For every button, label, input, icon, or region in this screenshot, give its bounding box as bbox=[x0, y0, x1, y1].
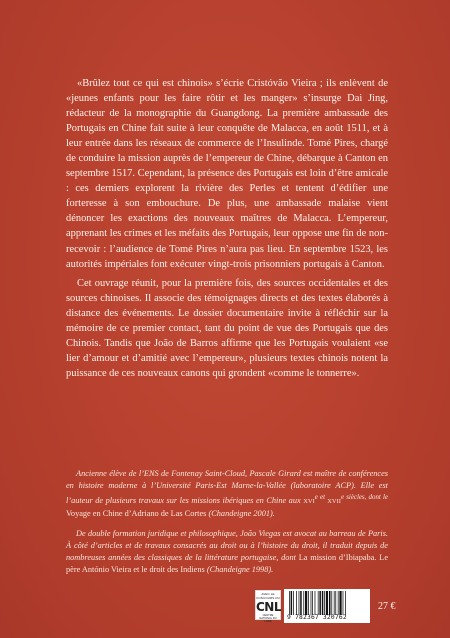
barcode-bar bbox=[345, 591, 346, 615]
barcode-bar bbox=[322, 591, 324, 615]
barcode-bar bbox=[305, 591, 307, 615]
barcode-bar bbox=[312, 591, 313, 615]
barcode-bar bbox=[343, 591, 344, 615]
barcode-bar bbox=[319, 591, 321, 615]
barcode-bar bbox=[326, 591, 328, 615]
barcode-bar bbox=[335, 591, 336, 615]
barcode-bar bbox=[303, 591, 304, 615]
summary-paragraph-2: Cet ouvrage réunit, pour la première fois, des sources occidentales et des sources chinoises. Il associe des témoignages directs et des textes élaborés à distance des événements. Le dossier documentaire invite à réfléchir sur la mémoire de ce premier contact, tant du point de vue des Portugais que des Chinois. Tandis que João de Barros affirme que les Portugais voulaient «se lier d’amour et d’amitié avec l’empereur», plusieurs textes chinois notent la puissance de ces nouveaux canons qui grondent «comme le tonnerre». bbox=[66, 277, 388, 379]
barcode-bar bbox=[311, 591, 312, 615]
author-bio-girard bbox=[66, 468, 388, 520]
author-bio-viegas bbox=[66, 528, 388, 576]
summary-paragraph-1: «Brûlez tout ce qui est chinois» s’écrie Cristóvão Vieira ; ils enlèvent de «jeunes enfants pour les faire rôtir et les manger» s’insurge Dai Jing, rédacteur de la monographie du Guangdong. La première ambassade des Portugais en Chine fait suite à leur conquête de Malacca, en août 1511, et à leur entrée dans les réseaux de commerce de l’Insulinde. Tomé Pires, chargé de conduire la mission auprès de l’empereur de Chine, débarque à Canton en septembre 1517. Cependant, la présence des Portugais est loin d’être amicale : ces derniers explorent la rivière des Perles et tentent d’édifier une forteresse à son embouchure. De plus, une ambassade malaise vient dénoncer les exactions des nouveaux maîtres de Malacca. L’empereur, apprenant les crimes et les méfaits des Portugais, leur oppose une fin de non-recevoir : l’audience de Tomé Pires n’aura pas lieu. En septembre 1523, les autorités impériales font exécuter vingt-trois prisonniers portugais à Canton. bbox=[66, 78, 388, 270]
barcode-bar bbox=[315, 591, 316, 615]
barcode-bar bbox=[339, 591, 341, 615]
cnl-logo: AVEC LE CONCOURS DU CNL CENTRE NATIONAL DU LIVRE bbox=[256, 592, 281, 623]
barcode-number: 9 782367 320762 bbox=[287, 614, 347, 621]
summary-text bbox=[66, 76, 388, 381]
price-label: 27 € bbox=[378, 601, 396, 612]
barcode-bar bbox=[293, 591, 294, 615]
barcode-bar bbox=[296, 591, 297, 615]
barcode-bars bbox=[287, 591, 367, 615]
barcode-bar bbox=[318, 591, 319, 615]
barcode-bar bbox=[334, 591, 335, 615]
barcode-bar bbox=[338, 591, 339, 615]
barcode-bar bbox=[308, 591, 309, 615]
author-bio-girard-text: Ancienne élève de l’ENS de Fontenay Saint-Cloud, Pascale Girard est maître de conférences en histoire moderne à l’Université Paris-Est Marne-la-Vallée (laboratoire ACP). Elle est l’auteur de plusieurs travaux sur les missions ibériques en Chine aux $XVI^{e et}$ $XVII^{e siècles, dont le}$ Voyage en Chine d’Adriano de Las Cortes (Chandeigne 2001). bbox=[66, 469, 388, 519]
barcode-bar bbox=[331, 591, 332, 615]
barcode-bar bbox=[324, 591, 325, 615]
barcode-bar bbox=[289, 591, 290, 615]
book-title-mission: La mission d’Ibiapaba. Le père António Vieira et le droit des Indiens bbox=[66, 553, 388, 575]
barcode-bar bbox=[300, 591, 302, 615]
barcode-bar bbox=[299, 591, 300, 615]
book-title-voyage: Voyage en Chine d’Adriano de Las Cortes bbox=[66, 509, 207, 519]
isbn-barcode bbox=[284, 589, 370, 623]
barcode-bar bbox=[291, 591, 293, 615]
author-bio-viegas-text: De double formation juridique et philosophique, João Viegas est avocat au barreau de Paris. À côté d’articles et de travaux consacrés au droit ou à l’histoire du droit, il traduit depuis de nombreuses années des classiques de la littérature portugaise, dont La mission d’Ibiapaba. Le père António Vieira et le droit des Indiens (Chandeigne 1998). bbox=[66, 529, 388, 575]
barcode-bar bbox=[329, 591, 331, 615]
